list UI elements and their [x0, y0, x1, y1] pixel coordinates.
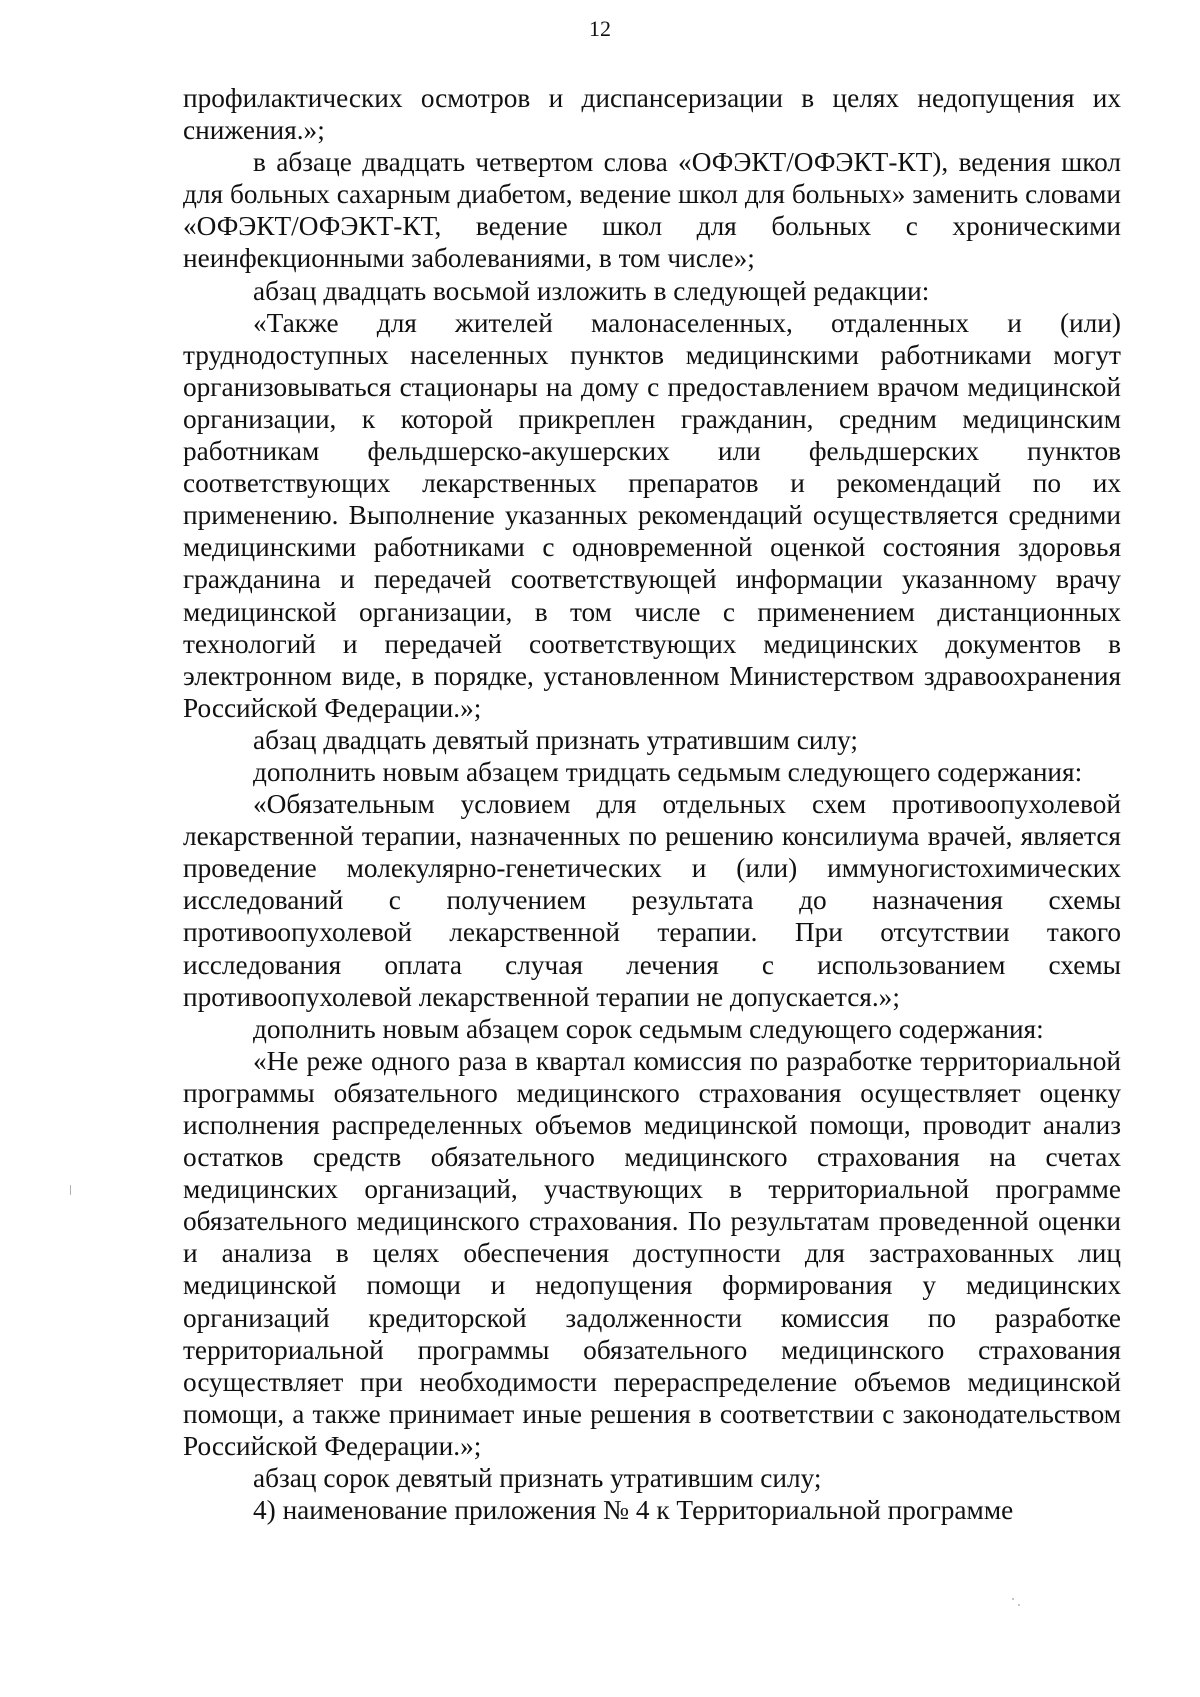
- document-body: [183, 82, 1121, 1526]
- page-number: 12: [589, 16, 611, 41]
- paragraph-amendment-28-text: «Также для жителей малонаселенных, отдаленных и (или) труднодоступных населенных пунктов медицинскими работниками могут организовываться стационары на дому с предоставлением врачом медицинской организации, к которой прикреплен гражданин, средним медицинским работникам фельдшерско-акушерских или фельдшерских пунктов соответствующих лекарственных препаратов и рекомендаций по их применению. Выполнение указанных рекомендаций осуществляется средними медицинскими работниками с одновременной оценкой состояния здоровья гражданина и передачей соответствующей информации указанному врачу медицинской организации, в том числе с применением дистанционных технологий и передачей соответствующих медицинских документов в электронном виде, в порядке, установленном Министерством здравоохранения Российской Федерации.»;: [183, 307, 1121, 723]
- paragraph-amendment-29: абзац двадцать девятый признать утратившим силу;: [253, 724, 858, 755]
- scan-speck: [1018, 1604, 1020, 1606]
- paragraph-amendment-37-intro: дополнить новым абзацем тридцать седьмым следующего содержания:: [253, 756, 1083, 787]
- paragraph-amendment-37-text: «Обязательным условием для отдельных схем противоопухолевой лекарственной терапии, назначенных по решению консилиума врачей, является проведение молекулярно-генетических и (или) иммуногистохимических исследований с получением результата до назначения схемы противоопухолевой лекарственной терапии. При отсутствии такого исследования оплата случая лечения с использованием схемы противоопухолевой лекарственной терапии не допускается.»;: [183, 789, 1121, 1012]
- paragraph-amendment-47-text: «Не реже одного раза в квартал комиссия по разработке территориальной программы обязательного медицинского страхования осуществляет оценку исполнения распределенных объемов медицинской помощи, проводит анализ остатков средств обязательного медицинского страхования на счетах медицинских организаций, участвующих в территориальной программе обязательного медицинского страхования. По результатам проведенной оценки и анализа в целях обеспечения доступности для застрахованных лиц медицинской помощи и недопущения формирования у медицинских организаций кредиторской задолженности комиссия по разработке территориальной программы обязательного медицинского страхования осуществляет при необходимости перераспределение объемов медицинской помощи, а также принимает иные решения в соответствии с законодательством Российской Федерации.»;: [183, 1045, 1121, 1461]
- paragraph-amendment-28-intro: абзац двадцать восьмой изложить в следующей редакции:: [253, 275, 930, 306]
- scan-speck: [1012, 1598, 1014, 1600]
- paragraph-amendment-47-intro: дополнить новым абзацем сорок седьмым следующего содержания:: [253, 1013, 1044, 1044]
- scan-speck: [70, 1185, 71, 1195]
- paragraph-amendment-49: абзац сорок девятый признать утратившим силу;: [253, 1463, 822, 1494]
- paragraph-continuation: профилактических осмотров и диспансеризации в целях недопущения их снижения.»;: [183, 83, 1121, 146]
- paragraph-item-4: 4) наименование приложения № 4 к Территориальной программе: [253, 1495, 1014, 1526]
- paragraph-amendment-24: в абзаце двадцать четвертом слова «ОФЭКТ/ОФЭКТ-КТ), ведения школ для больных сахарным диабетом, ведение школ для больных» заменить словами «ОФЭКТ/ОФЭКТ-КТ, ведение школ для больных с хроническими неинфекционными заболеваниями, в том числе»;: [183, 147, 1121, 274]
